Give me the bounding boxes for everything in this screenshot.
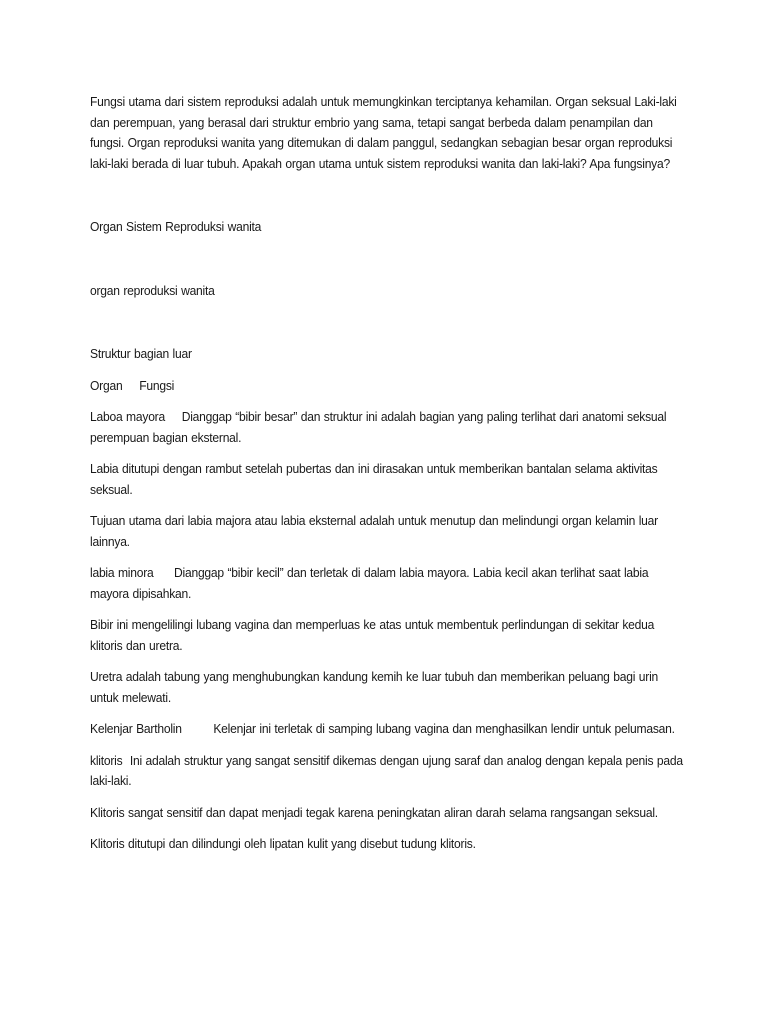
labia-minora-paragraph-2: Bibir ini mengelilingi lubang vagina dan memperluas ke atas untuk membentuk perlindungan di sekitar kedua klitoris dan uretra. (90, 617, 655, 653)
term-labia-minora: labia minora (90, 565, 154, 580)
labia-minora-paragraph-3: Uretra adalah tabung yang menghubungkan kandung kemih ke luar tubuh dan memberikan peluang bagi urin untuk melewati. (90, 669, 659, 705)
intro-paragraph: Fungsi utama dari sistem reproduksi adalah untuk memungkinkan terciptanya kehamilan. Organ seksual Laki-laki dan perempuan, yang berasal dari struktur embrio yang sama, tetapi sangat berbeda dalam penampilan dan fungsi. Organ reproduksi wanita yang ditemukan di dalam panggul, sedangkan sebagian besar organ reproduksi laki-laki berada di luar tubuh. Apakah organ utama untuk sistem reproduksi wanita dan laki-laki? Apa fungsinya? (90, 94, 677, 171)
term-labia-mayora: Laboa mayora (90, 409, 165, 424)
entry-labia-mayora (90, 407, 690, 448)
desc-labia-mayora: Dianggap “bibir besar” dan struktur ini adalah bagian yang paling terlihat dari anatomi seksual perempuan bagian eksternal. (90, 409, 667, 445)
desc-bartholin: Kelenjar ini terletak di samping lubang vagina dan menghasilkan lendir untuk pelumasan. (213, 721, 675, 736)
klitoris-paragraph-3: Klitoris ditutupi dan dilindungi oleh lipatan kulit yang disebut tudung klitoris. (90, 836, 476, 851)
desc-klitoris: Ini adalah struktur yang sangat sensitif dikemas dengan ujung saraf dan analog dengan kepala penis pada laki-laki. (90, 752, 683, 788)
entry-klitoris (90, 751, 690, 792)
heading-structure: Struktur bagian luar (90, 346, 192, 361)
table-header-fungsi: Fungsi (139, 377, 175, 393)
term-bartholin: Kelenjar Bartholin (90, 721, 182, 736)
entry-labia-minora (90, 563, 690, 604)
klitoris-paragraph-2: Klitoris sangat sensitif dan dapat menjadi tegak karena peningkatan aliran darah selama rangsangan seksual. (90, 804, 658, 820)
labia-mayora-paragraph-3: Tujuan utama dari labia majora atau labia eksternal adalah untuk menutup dan melindungi organ kelamin luar lainnya. (90, 513, 658, 549)
labia-mayora-paragraph-2: Labia ditutupi dengan rambut setelah pubertas dan ini dirasakan untuk memberikan bantalan selama aktivitas seksual. (90, 461, 658, 497)
heading-organ: organ reproduksi wanita (90, 282, 215, 298)
table-header-organ: Organ (90, 377, 123, 393)
heading-organ-system: Organ Sistem Reproduksi wanita (90, 219, 262, 234)
table-header-row (90, 376, 690, 397)
document-body (90, 92, 690, 855)
desc-labia-minora: Dianggap “bibir kecil” dan terletak di dalam labia mayora. Labia kecil akan terlihat saat labia mayora dipisahkan. (90, 565, 649, 601)
entry-bartholin (90, 719, 690, 740)
term-klitoris: klitoris (90, 752, 123, 768)
